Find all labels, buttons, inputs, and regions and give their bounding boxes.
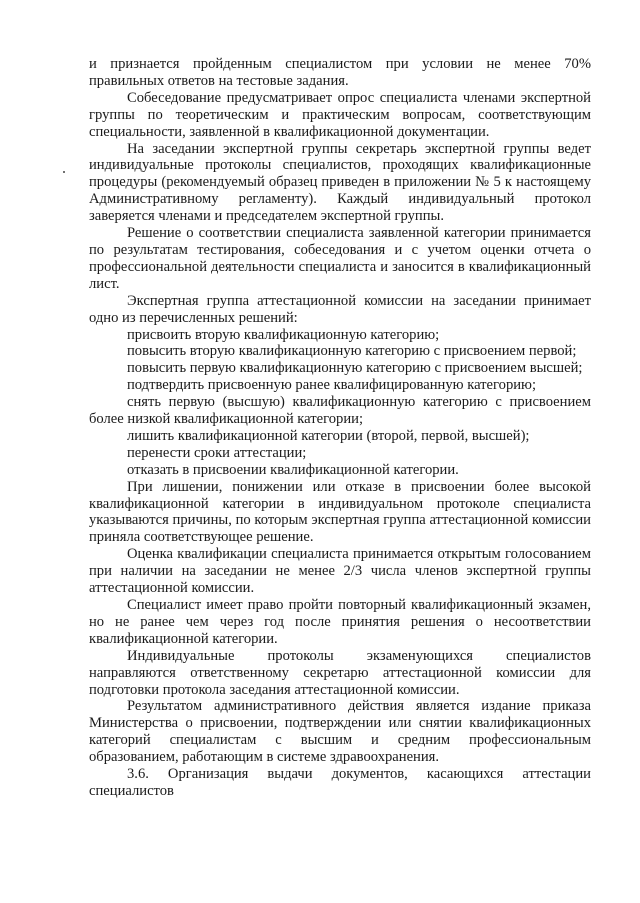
list-item: отказать в присвоении квалификационной категории. [127, 461, 459, 478]
list-item: повысить вторую квалификационную категорию с присвоением первой; [127, 343, 577, 360]
list-item: снять первую (высшую) квалификационную категорию с присвоением более низкой квалификационной категории; [89, 394, 591, 428]
paragraph: Собеседование предусматривает опрос специалиста членами экспертной группы по теоретическим и практическим вопросам, соответствующим специальности, заявленной в квалификационной документации. [89, 89, 591, 140]
paragraph: Экспертная группа аттестационной комиссии на заседании принимает одно из перечисленных решений: [89, 292, 591, 326]
paragraph: и признается пройденным специалистом при условии не менее 70% правильных ответов на тестовые задания. [89, 56, 591, 89]
list-item: присвоить вторую квалификационную категорию; [127, 326, 440, 343]
list-item: перенести сроки аттестации; [127, 444, 307, 461]
paragraph: Результатом административного действия является издание приказа Министерства о присвоении, подтверждении или снятии квалификационных категорий специалистам с высшим и средним профессиональным образованием, работающим в системе здравоохранения. [89, 698, 591, 766]
list-item: лишить квалификационной категории (второй, первой, высшей); [127, 427, 530, 444]
document-body [89, 56, 591, 800]
list-item: подтвердить присвоенную ранее квалифицированную категорию; [127, 377, 537, 394]
paragraph: При лишении, понижении или отказе в присвоении более высокой квалификационной категории в индивидуальном протоколе специалиста указываются причины, по которым экспертная группа аттестационной комиссии приняла соответствующее решение. [89, 478, 591, 546]
section-heading: 3.6. Организация выдачи документов, касающихся аттестации специалистов [89, 766, 591, 799]
paragraph: На заседании экспертной группы секретарь экспертной группы ведет индивидуальные протоколы специалистов, проходящих квалификационные процедуры (рекомендуемый образец приведен в приложении № 5 к настоящему Административному регламенту). Каждый индивидуальный протокол заверяется членами и председателем экспертной группы. [89, 140, 591, 225]
scan-speck [63, 171, 65, 173]
paragraph: Решение о соответствии специалиста заявленной категории принимается по результатам тестирования, собеседования и с учетом оценки отчета о профессиональной деятельности специалиста и заносится в квалификационный лист. [89, 225, 591, 292]
paragraph: Оценка квалификации специалиста принимается открытым голосованием при наличии на заседании не менее 2/3 числа членов экспертной группы аттестационной комиссии. [89, 546, 591, 597]
list-item: повысить первую квалификационную категорию с присвоением высшей; [127, 360, 583, 377]
paragraph: Индивидуальные протоколы экзаменующихся специалистов направляются ответственному секретарю аттестационной комиссии для подготовки протокола заседания аттестационной комиссии. [89, 647, 591, 698]
paragraph: Специалист имеет право пройти повторный квалификационный экзамен, но не ранее чем через год после принятия решения о несоответствии квалификационной категории. [89, 597, 591, 647]
